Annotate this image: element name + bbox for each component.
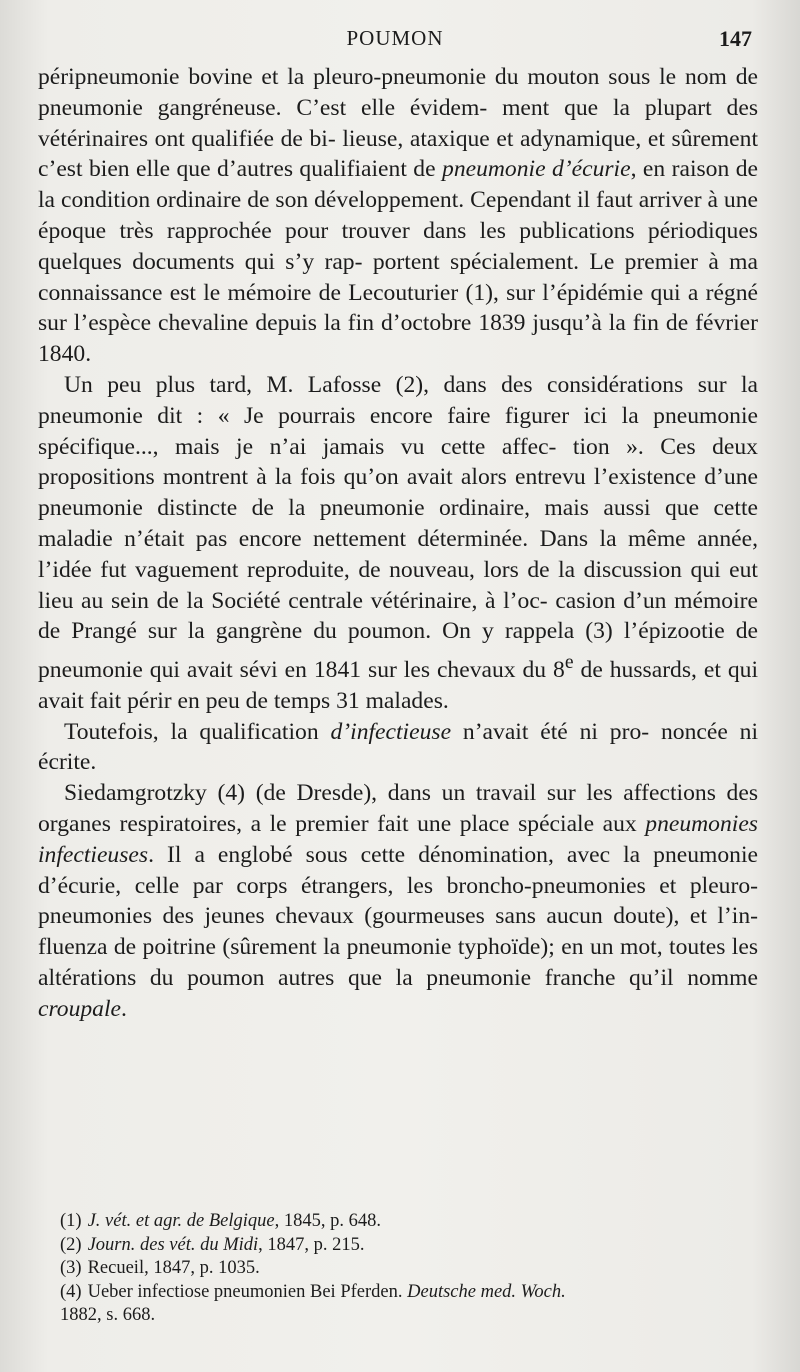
text-line: sous le nom de pneumonie gangréneuse. C’est elle évidem- <box>38 64 758 121</box>
text-line: fluenza de poitrine (sûrement la pneumonie typhoïde); en un <box>38 934 614 961</box>
footnote-number: (2) <box>60 1234 82 1255</box>
text-line: étrangers, les broncho-pneumonies et pleuro-pneumonies <box>38 872 758 930</box>
text-line: alors entrevu l’existence d’une pneumonie distincte de la <box>38 464 758 522</box>
paragraph-3 <box>38 717 758 779</box>
running-title: POUMON <box>346 26 444 50</box>
footnote-number: (3) <box>60 1258 82 1278</box>
text-line: Toutefois, la qualification <box>64 718 331 745</box>
paragraph-2 <box>38 370 758 717</box>
italic-term: croupale <box>38 995 121 1022</box>
footnote-detail: , 1847, p. 215. <box>258 1234 365 1255</box>
footnote-source: Deutsche med. Woch. <box>407 1281 566 1302</box>
text-line: encore nettement déterminée. Dans la même année, l’idée fut <box>38 525 758 583</box>
text-line: , en raison de la <box>38 156 758 214</box>
running-head <box>38 26 752 58</box>
text-line: péripneumonie bovine et la pleuro-pneumonie du mouton <box>38 64 600 90</box>
text-line: sur la pneumonie dit : « Je pourrais encore faire figurer ici la <box>38 371 759 429</box>
body-text <box>38 62 758 1025</box>
paragraph-1 <box>38 62 758 370</box>
footnote-number: (4) <box>60 1281 82 1302</box>
text-line: mot, toutes les altérations du poumon autres que la pneumonie <box>38 934 759 991</box>
text-line: . <box>121 995 127 1022</box>
text-line: des jeunes chevaux (gourmeuses sans aucun doute), et l’in- <box>162 903 758 930</box>
text-line: n’avait été ni pro- <box>451 718 650 745</box>
italic-term: pneumonie d’écurie <box>442 156 631 183</box>
text-line: l’espèce chevaline depuis la fin d’octobre 1839 jusqu’à la fin <box>73 310 659 337</box>
text-line: ment que la plupart des vétérinaires ont qualifiée de bi- <box>38 94 758 152</box>
text-line: casion d’un mémoire de Prangé sur la gangrène du poumon. <box>38 587 758 645</box>
text-line: . Il a englobé sous cette <box>148 841 406 868</box>
text-line: d’autres qualifiaient de <box>217 156 443 183</box>
page-number: 147 <box>719 26 752 51</box>
footnote-2 <box>60 1234 760 1258</box>
text-line: qui eut lieu au sein de la Société centrale vétérinaire, à l’oc- <box>38 556 758 614</box>
footnote-detail: 1882, s. 668. <box>60 1305 156 1325</box>
text-line: de hussards, et qui avait fait périr <box>38 657 759 714</box>
text-line: pneumonie ordinaire, mais aussi que cette maladie n’était pas <box>38 495 758 552</box>
footnote-number: (1) <box>60 1211 82 1231</box>
footnote-source: Journ. des vét. du Midi <box>87 1234 259 1255</box>
text-line: mémoire de Lecouturier (1), sur l’épidémie qui a régné sur <box>38 279 758 337</box>
text-line: affections des organes respiratoires, a le premier fait une place <box>38 780 758 837</box>
text-line: arriver à une époque très rapprochée pour trouver dans les <box>38 187 758 244</box>
text-line: portent spécialement. Le premier à ma connaissance est le <box>38 248 759 306</box>
text-line: tion ». Ces deux propositions montrent à la fois qu’on avait <box>38 433 758 491</box>
text-line: de février 1840. <box>38 310 758 368</box>
footnotes <box>60 1210 760 1328</box>
text-line: lieuse, ataxique et adynamique, et sûrement c’est bien elle que <box>38 125 758 183</box>
text-line: Un peu plus tard, M. Lafosse (2), dans des considérations <box>64 371 684 398</box>
footnote-3 <box>60 1257 760 1281</box>
text-line: On y rappela (3) l’épizootie de pneumonie qui avait sévi en <box>38 618 758 683</box>
text-line: condition ordinaire de son développement. Cependant il faut <box>61 187 633 214</box>
italic-term: d’infectieuse <box>330 718 452 745</box>
text-line: pneumonie spécifique..., mais je n’ai jamais vu cette affec- <box>38 402 758 460</box>
footnote-detail: , 1845, p. 648. <box>274 1211 381 1231</box>
text-line: dénomination, avec la pneumonie d’écurie, celle par corps <box>38 841 758 899</box>
footnote-source: J. vét. et agr. de Belgique <box>87 1211 275 1231</box>
text-line: Siedamgrotzky (4) (de Dresde), dans un travail sur les <box>64 780 613 807</box>
footnote-detail: Recueil, 1847, p. 1035. <box>87 1258 260 1278</box>
superscript: e <box>564 651 574 674</box>
text-line: vaguement reproduite, de nouveau, lors de la discussion <box>134 556 682 583</box>
text-line: 1841 sur les chevaux du 8 <box>313 657 565 683</box>
text-line: en peu de temps 31 malades. <box>177 687 449 714</box>
text-line: franche qu’il nomme <box>544 964 758 991</box>
text-line: spéciale aux <box>518 810 646 837</box>
footnote-1 <box>60 1210 760 1234</box>
footnote-title: Ueber infectiose pneumonien Bei Pferden. <box>87 1281 408 1302</box>
text-line: noncée ni écrite. <box>38 718 758 776</box>
italic-term: pneumonies infectieuses <box>38 810 758 868</box>
paragraph-4 <box>38 778 758 1024</box>
footnote-4 <box>60 1281 760 1328</box>
text-line: publications périodiques quelques documents qui s’y rap- <box>38 217 758 275</box>
